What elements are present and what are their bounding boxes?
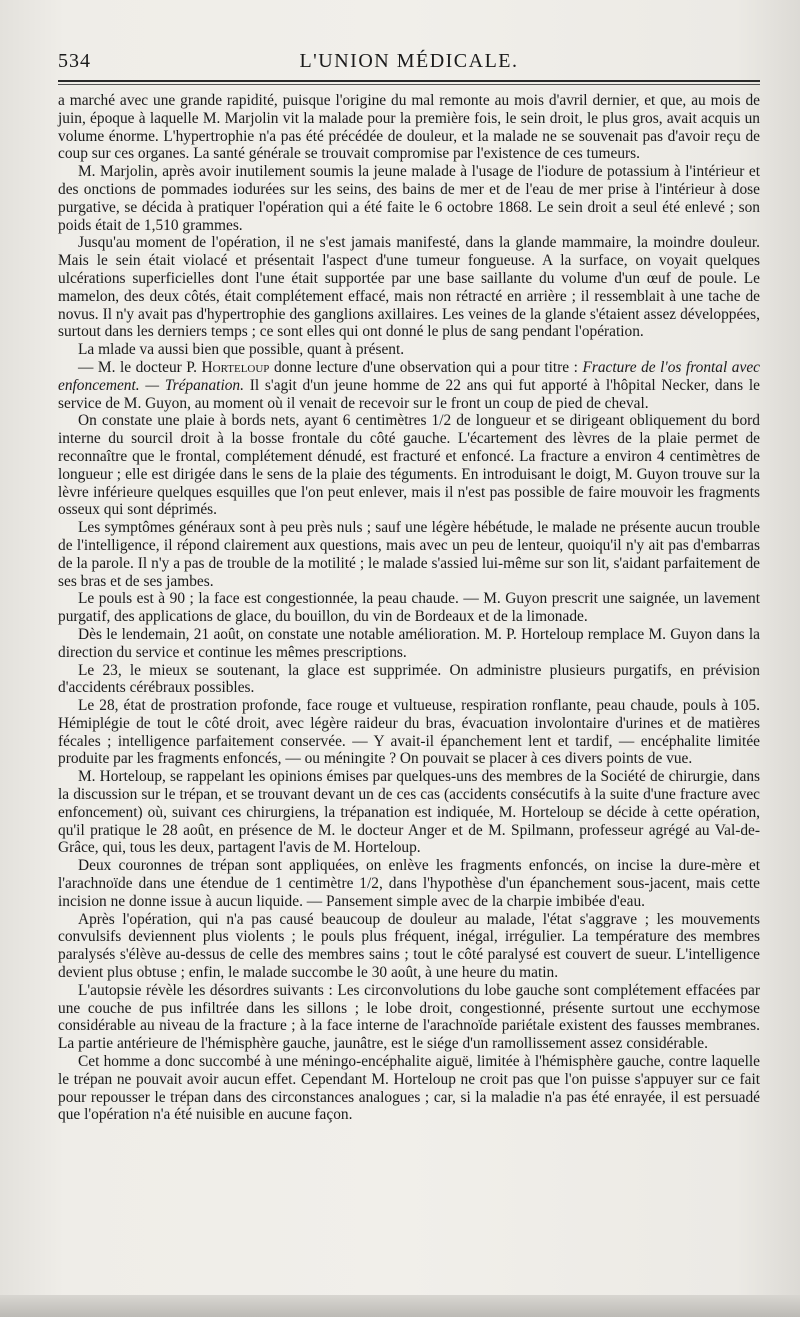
communication-intro: — M. le docteur P. bbox=[78, 358, 202, 376]
running-title: L'UNION MÉDICALE. bbox=[299, 50, 519, 72]
scan-bottom-edge bbox=[0, 1295, 800, 1317]
paragraph: L'autopsie révèle les désordres suivants : Les circonvolutions du lobe gauche sont complétement effacées par une couche de pus infiltrée dans les sillons ; le lobe droit, congestionné, présente surtout une ecchymose considérable au niveau de la fracture ; à la face interne de l'arachnoïde pariétale existent des fausses membranes. La partie antérieure de l'hémisphère gauche, jaunâtre, est le siége d'un ramollissement assez considérable. bbox=[58, 981, 760, 1053]
communication-rest: Il s'agit d'un jeune homme de 22 ans qui fut apporté à l'hôpital Necker, dans le service de M. Guyon, au moment où il venait de recevoir sur le front un coup de pied de cheval. bbox=[58, 376, 760, 412]
paragraph: On constate une plaie à bords nets, ayant 6 centimètres 1/2 de longueur et se dirigeant obliquement du bord interne du sourcil droit à la bosse frontale du côté gauche. L'écartement des lèvres de la plaie permet de reconnaître que le frontal, complétement dénudé, est fracturé et enfoncé. La fracture a environ 4 centimètres de longueur ; elle est dirigée dans le sens de la plaie des téguments. En introduisant le doigt, M. Guyon trouve sur la lèvre inférieure quelques esquilles que l'on peut enlever, mais il n'est pas possible de faire mouvoir les fragments osseux qui sont déprimés. bbox=[58, 412, 760, 519]
paragraph: a marché avec une grande rapidité, puisque l'origine du mal remonte au mois d'avril dernier, et que, au mois de juin, époque à laquelle M. Marjolin vit la malade pour la première fois, le sein droit, le plus gros, avait acquis un volume énorme. L'hypertrophie n'a pas été précédée de douleur, et la malade ne se souvenait pas d'avoir reçu de coup sur ces organes. La santé générale se trouvait compromise par l'existence de ces tumeurs. bbox=[58, 92, 760, 163]
paragraph: Le 23, le mieux se soutenant, la glace est supprimée. On administre plusieurs purgatifs, en prévision d'accidents cérébraux possibles. bbox=[58, 661, 760, 697]
page-number: 534 bbox=[58, 50, 91, 72]
paragraph: M. Marjolin, après avoir inutilement soumis la jeune malade à l'usage de l'iodure de potassium à l'intérieur et des onctions de pommades iodurées sur les seins, des bains de mer et de l'eau de mer prise à l'intérieur à dose purgative, se décida à pratiquer l'opération qui a été faite le 6 octobre 1868. Le sein droit a seul été enlevé ; son poids était de 1,510 grammes. bbox=[58, 163, 760, 234]
communication-paragraph bbox=[58, 359, 760, 412]
communication-mid: donne lecture d'une observation qui a pour titre : bbox=[269, 358, 583, 376]
page-header bbox=[58, 44, 760, 78]
paragraph: La mlade va aussi bien que possible, quant à présent. bbox=[78, 341, 405, 359]
paragraph: Deux couronnes de trépan sont appliquées, on enlève les fragments enfoncés, on incise la dure-mère et l'arachnoïde dans une étendue de 1 centimètre 1/2, dans l'hypothèse d'un épanchement sous-jacent, mais cette incision ne donne issue à aucun liquide. — Pansement simple avec de la charpie imbibée d'eau. bbox=[58, 857, 760, 910]
paragraph: Le pouls est à 90 ; la face est congestionnée, la peau chaude. — M. Guyon prescrit une saignée, un lavement purgatif, des applications de glace, du bouillon, du vin de Bordeaux et de la limonade. bbox=[58, 590, 760, 626]
paragraph: Dès le lendemain, 21 août, on constate une notable amélioration. M. P. Horteloup remplace M. Guyon dans la direction du service et continue les mêmes prescriptions. bbox=[58, 625, 760, 661]
article-body bbox=[58, 92, 760, 1124]
paragraph: Jusqu'au moment de l'opération, il ne s'est jamais manifesté, dans la glande mammaire, la moindre douleur. Mais le sein était violacé et présentait l'aspect d'une tumeur fongueuse. A la surface, on voyait quelques ulcérations superficielles dont l'une était supportée par une base saillante du volume d'un œuf de poule. Le mamelon, des deux côtés, était complétement effacé, mais non rétracté en arrière ; il ressemblait à une tache de novus. Il n'y avait pas d'hypertrophie des ganglions axillaires. Les veines de la glande s'étaient assez développées, surtout dans les derniers temps ; ce sont elles qui ont donné le plus de sang pendant l'opération. bbox=[58, 234, 760, 341]
paragraph: Après l'opération, qui n'a pas causé beaucoup de douleur au malade, l'état s'aggrave ; les mouvements convulsifs deviennent plus violents ; le pouls plus fréquent, inégal, irrégulier. La température des membres paralysés s'élève au-dessus de celle des membres sains ; tout le côté paralysé est couvert de sueur. L'intelligence devient plus obtuse ; enfin, le malade succombe le 30 août, à une heure du matin. bbox=[58, 910, 760, 982]
author-name: Horteloup bbox=[201, 358, 270, 376]
paragraph: M. Horteloup, se rappelant les opinions émises par quelques-uns des membres de la Société de chirurgie, dans la discussion sur le trépan, et se trouvant devant un de ces cas (accidents consécutifs à la suite d'une fracture avec enfoncement) où, suivant ces chirurgiens, la trépanation est indiquée, M. Horteloup se décide à cette opération, qu'il pratique le 28 août, en présence de M. le docteur Anger et de M. Spilmann, professeur agrégé au Val-de-Grâce, qui, tous les deux, partagent l'avis de M. Horteloup. bbox=[58, 768, 760, 857]
observation-title: Fracture de l'os frontal avec enfoncement. — Trépanation. bbox=[58, 358, 760, 394]
paragraph: Cet homme a donc succombé à une méningo-encéphalite aiguë, limitée à l'hémisphère gauche, contre laquelle le trépan ne pouvait avoir aucun effet. Cependant M. Horteloup ne croit pas que l'on puisse s'appuyer sur ce fait pour repousser le trépan dans des circonstances analogues ; car, si la maladie n'a pas été enrayée, il est persuadé que l'opération n'a été nuisible en aucune façon. bbox=[58, 1053, 760, 1124]
paragraph: Le 28, état de prostration profonde, face rouge et vultueuse, respiration ronflante, peau chaude, pouls à 105. Hémiplégie de tout le côté droit, avec légère raideur du bras, évacuation involontaire d'urines et de matières fécales ; intelligence parfaitement conservée. — Y avait-il épanchement lent et tardif, — encéphalite limitée produite par les fragments enfoncés, — ou méningite ? On pouvait se placer à ces divers points de vue. bbox=[58, 697, 760, 768]
paragraph: Les symptômes généraux sont à peu près nuls ; sauf une légère hébétude, le malade ne présente aucun trouble de l'intelligence, il répond clairement aux questions, mais avec un peu de lenteur, quoiqu'il n'y ait pas d'embarras de la parole. Il n'y a pas de trouble de la motilité ; le malade s'assied lui-même sur son lit, s'aidant parfaitement de ses bras et de ses jambes. bbox=[58, 519, 760, 590]
header-rule bbox=[58, 80, 760, 82]
header-rule-thin bbox=[58, 84, 760, 85]
